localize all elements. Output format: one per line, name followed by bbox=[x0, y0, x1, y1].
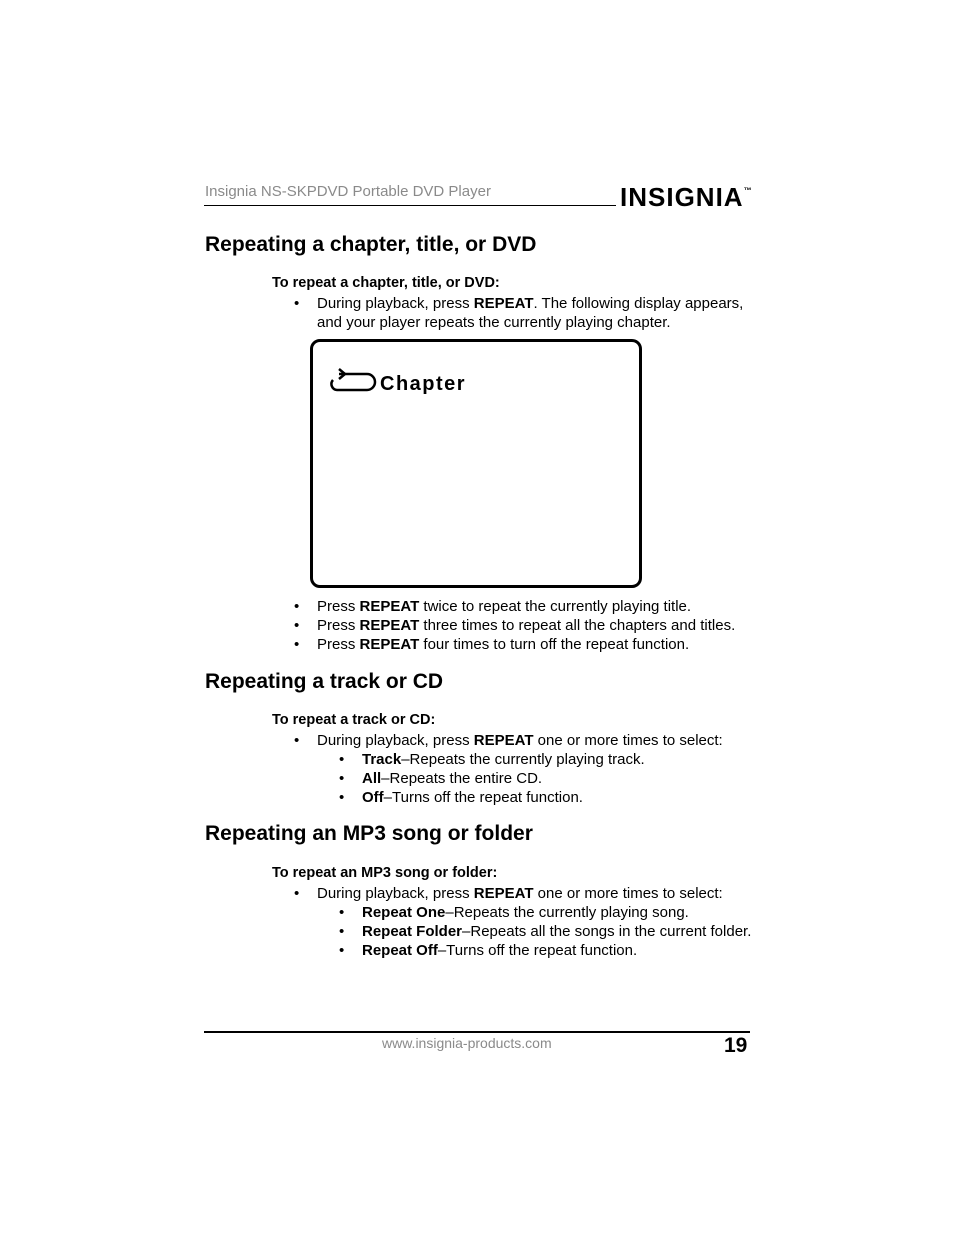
list-item: • Press REPEAT three times to repeat all the chapters and titles. bbox=[294, 616, 764, 635]
list-item: • Track–Repeats the currently playing track. bbox=[339, 750, 776, 769]
header-rule bbox=[204, 205, 616, 206]
step-list-chapter-intro bbox=[294, 294, 754, 332]
list-item: • All–Repeats the entire CD. bbox=[339, 769, 776, 788]
list-item: • Repeat Off–Turns off the repeat function. bbox=[339, 941, 776, 960]
list-item: • Repeat One–Repeats the currently playing song. bbox=[339, 903, 776, 922]
procedure-title-chapter: To repeat a chapter, title, or DVD: bbox=[272, 275, 500, 291]
footer-rule bbox=[204, 1031, 750, 1033]
section-heading-track: Repeating a track or CD bbox=[205, 670, 444, 693]
list-item: • Press REPEAT four times to turn off the repeat function. bbox=[294, 635, 764, 654]
step-list-mp3 bbox=[294, 884, 754, 960]
osd-label: Chapter bbox=[380, 373, 467, 395]
option-list-track bbox=[317, 750, 754, 807]
list-item: • During playback, press REPEAT one or more times to select: • Repeat One–Repeats the currently playing song. • Repeat Folder–Repeats all the songs in the current folder. • Repeat Off–Turns off the repeat function. bbox=[294, 884, 754, 960]
page-number: 19 bbox=[724, 1034, 748, 1057]
osd-display-screen bbox=[310, 339, 642, 588]
list-item: • During playback, press REPEAT one or more times to select: • Track–Repeats the currently playing track. • All–Repeats the entire CD. • Off–Turns off the repeat function. bbox=[294, 731, 754, 807]
step-list-chapter bbox=[294, 597, 764, 654]
procedure-title-track: To repeat a track or CD: bbox=[272, 712, 436, 728]
insignia-logo: INSIGNIA™ bbox=[620, 182, 753, 212]
list-item: • During playback, press REPEAT. The following display appears, and your player repeats the currently playing chapter. bbox=[294, 294, 754, 332]
repeat-icon bbox=[329, 368, 377, 394]
list-item: • Off–Turns off the repeat function. bbox=[339, 788, 776, 807]
section-heading-mp3: Repeating an MP3 song or folder bbox=[205, 822, 533, 845]
list-item: • Press REPEAT twice to repeat the currently playing title. bbox=[294, 597, 764, 616]
section-heading-chapter: Repeating a chapter, title, or DVD bbox=[205, 233, 537, 256]
procedure-title-mp3: To repeat an MP3 song or folder: bbox=[272, 865, 498, 881]
footer-url: www.insignia-products.com bbox=[382, 1035, 552, 1051]
running-header: Insignia NS-SKPDVD Portable DVD Player bbox=[205, 183, 491, 200]
list-item: • Repeat Folder–Repeats all the songs in the current folder. bbox=[339, 922, 776, 941]
option-list-mp3 bbox=[317, 903, 754, 960]
step-list-track bbox=[294, 731, 754, 807]
